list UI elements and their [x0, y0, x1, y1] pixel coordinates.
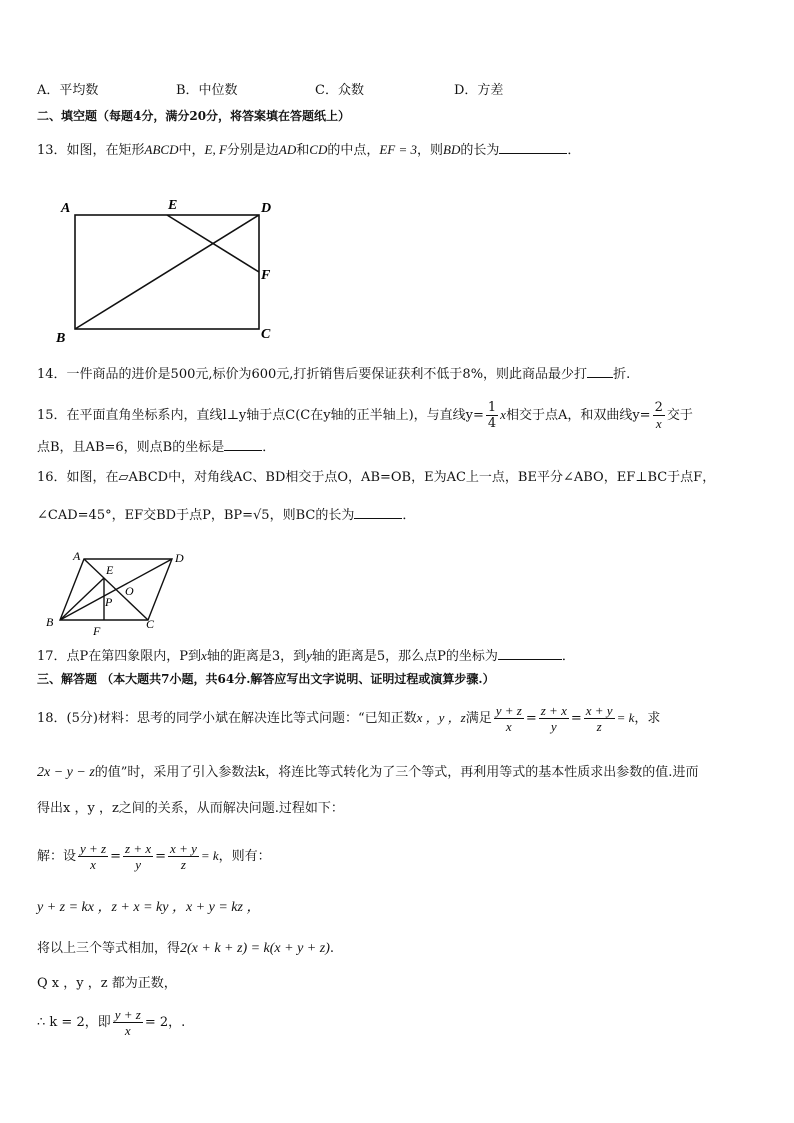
diagonal-bd: [60, 559, 172, 620]
q13-ad: AD: [278, 142, 297, 157]
fraction-yz-over-x: [113, 1007, 143, 1038]
q18-expr: 2x − y − z: [37, 765, 95, 780]
sum-end: .: [329, 941, 335, 956]
question-16: 16．如图，在▱ABCD中，对角线AC、BD相交于点O，AB=OB，E为AC上一点，BE平分∠ABO，EF⊥BC于点F，: [37, 470, 716, 485]
fraction-xy-over-z: [584, 703, 615, 734]
q13-cond: EF = 3: [379, 142, 418, 157]
frac-den: x: [90, 857, 96, 872]
label-d: D: [175, 551, 184, 565]
label-d: D: [261, 201, 272, 216]
label-a: A: [61, 201, 71, 216]
frac-den: 4: [487, 416, 497, 431]
label-o: O: [125, 584, 134, 598]
answer-blank[interactable]: [224, 437, 262, 451]
q15-x: x: [500, 407, 506, 422]
frac-den: y: [135, 857, 141, 872]
q17-text-2: 轴的距离是3，到: [206, 649, 307, 664]
q15-line2: 点B，且AB=6，则点B的坐标是: [37, 440, 225, 455]
frac-den: x: [655, 416, 662, 431]
frac-den: x: [124, 1023, 131, 1038]
label-e: E: [168, 198, 178, 213]
q18-eq-k: = k: [616, 710, 635, 725]
fraction-zx-over-y: [123, 841, 153, 872]
frac-num: z + x: [540, 703, 567, 718]
q15-text-2: 相交于点A，和双曲线y=: [505, 408, 651, 423]
q13-bd: BD: [443, 142, 461, 157]
fraction-two-over-x: [653, 400, 665, 431]
sol-lead: 解：设: [37, 849, 77, 864]
fraction-yz-over-x: [494, 703, 524, 734]
label-c: C: [146, 617, 155, 631]
q14-text: 14．一件商品的进价是500元,标价为600元,打折销售后要保证获利不低于8%，则此商品最少打: [37, 367, 588, 382]
frac-num: y + z: [495, 703, 522, 718]
q18-line3: 得出x ，y ，z之间的关系，从而解决问题.过程如下：: [37, 801, 344, 816]
q18-three-equations: y + z = kx ，z + x = ky ，x + y = kz ，: [37, 900, 261, 915]
q18-text-2: 满足: [465, 711, 492, 726]
q18-text-1: 18．(5分)材料：思考的同学小斌在解决连比等式问题：“已知正数: [37, 711, 417, 726]
k-tail: = 2，.: [144, 1015, 186, 1030]
q13-ef: E, F: [204, 142, 227, 157]
option-d: D．方差: [454, 83, 504, 98]
q13-text-5: 的中点，: [327, 143, 380, 158]
question-18: 18．(5分)材料：思考的同学小斌在解决连比等式问题：“已知正数x ，y ，z满足 $\frac{y + z}{x}$ = $\frac{z + x}{y}$ = $\frac{x + y}{z}$ = k，求: [37, 703, 661, 734]
q17-text-3: 轴的距离是5，那么点P的坐标为: [311, 649, 498, 664]
q17-text-1: 17．点P在第四象限内，P到: [37, 649, 202, 664]
q16-end: ．: [402, 508, 416, 523]
frac-num: 1: [487, 400, 497, 415]
section-title-solutions: 三、解答题 （本大题共7小题，共64分.解答应写出文字说明、证明过程或演算步骤.）: [37, 672, 495, 686]
q18-sum-line: [37, 940, 334, 958]
q17-x: x: [201, 648, 207, 663]
answer-blank[interactable]: [499, 140, 567, 154]
q15-text-3: 交于: [666, 408, 693, 423]
question-16-line2: [37, 505, 415, 525]
question-13: [37, 140, 580, 160]
q18-k-line: [37, 1005, 185, 1041]
q18-vars: x ，y ，z: [416, 710, 466, 725]
frac-den: z: [596, 719, 602, 734]
frac-den: x: [505, 719, 512, 734]
frac-num: y + z: [80, 841, 107, 856]
fraction-zx-over-y: [539, 703, 569, 734]
sqrt-five: √5: [253, 508, 270, 523]
q15-end: ．: [262, 440, 276, 455]
frac-num: x + y: [585, 703, 613, 718]
q14-end: 折.: [613, 367, 631, 382]
question-14: [37, 364, 630, 384]
sol-tail: ，则有：: [218, 849, 271, 864]
diagonal-bd: [75, 215, 259, 329]
fraction-one-quarter: [486, 400, 498, 431]
label-f: F: [261, 268, 271, 283]
q18-line2: [37, 764, 698, 782]
q16-text-b: ，则BC的长为: [269, 508, 355, 523]
frac-den: y: [550, 719, 557, 734]
q15-text-1: 15．在平面直角坐标系内，直线l⊥y轴于点C(C在y轴的正半轴上)，与直线y=: [37, 408, 484, 423]
fraction-xy-over-z: [168, 841, 199, 872]
label-a: A: [73, 549, 81, 563]
answer-blank[interactable]: [498, 646, 562, 660]
q17-end: ．: [561, 649, 575, 664]
q13-text-2: 中，: [178, 143, 205, 158]
answer-blank[interactable]: [587, 364, 613, 378]
q13-text-7: 的长为: [460, 143, 500, 158]
option-a: A．平均数: [37, 83, 99, 98]
k-lead: ∴ k = 2，即: [37, 1015, 111, 1030]
frac-num: y + z: [114, 1007, 141, 1022]
label-b: B: [46, 615, 54, 629]
frac-num: 2: [654, 400, 663, 415]
frac-num: z + x: [125, 841, 152, 856]
label-c: C: [261, 327, 271, 342]
label-b: B: [56, 331, 66, 346]
section-title-fill-blank: 二、填空题（每题4分，满分20分，将答案填在答题纸上）: [37, 109, 351, 123]
fraction-yz-over-x: [78, 841, 108, 872]
q18-positive-line: Q x ，y ，z 都为正数，: [37, 976, 177, 991]
label-f: F: [93, 624, 101, 638]
q18-line2-text: 的值”时，采用了引入参数法k，将连比等式转化为了三个等式，再利用等式的基本性质求出参数的值.进而: [94, 765, 699, 780]
q13-rect: ABCD: [144, 142, 179, 157]
q13-text-6: ，则: [417, 143, 444, 158]
option-b: B．中位数: [176, 83, 238, 98]
q18-solution-setup: 解：设 $\frac{y + z}{x}$ = $\frac{z + x}{y}$ = $\frac{x + y}{z}$ = k，则有：: [37, 841, 271, 872]
frac-den: z: [180, 857, 186, 872]
frac-num: x + y: [170, 841, 197, 856]
label-e: E: [106, 563, 114, 577]
question-15: [37, 398, 693, 433]
q16-text-a: ∠CAD=45°，EF交BD于点P，BP=: [37, 508, 254, 523]
q13-text-4: 和: [296, 143, 310, 158]
q18-text-3: ，求: [634, 711, 661, 726]
q13-text-1: 13．如图，在矩形: [37, 143, 145, 158]
question-15-line2: [37, 437, 275, 457]
q13-end: ．: [567, 143, 581, 158]
parallelogram-figure: [40, 546, 200, 641]
q17-y: y: [306, 648, 312, 663]
q13-text-3: 分别是边: [226, 143, 279, 158]
sum-equation: 2(x + k + z) = k(x + y + z): [180, 941, 330, 956]
q18-eq-k: = k: [200, 848, 219, 863]
sum-text: 将以上三个等式相加，得: [37, 941, 181, 956]
rectangle-figure: [50, 195, 290, 350]
answer-blank[interactable]: [354, 505, 402, 519]
label-p: P: [105, 595, 113, 609]
question-17: [37, 646, 575, 666]
option-c: C．众数: [315, 83, 364, 98]
q13-cd: CD: [309, 142, 328, 157]
